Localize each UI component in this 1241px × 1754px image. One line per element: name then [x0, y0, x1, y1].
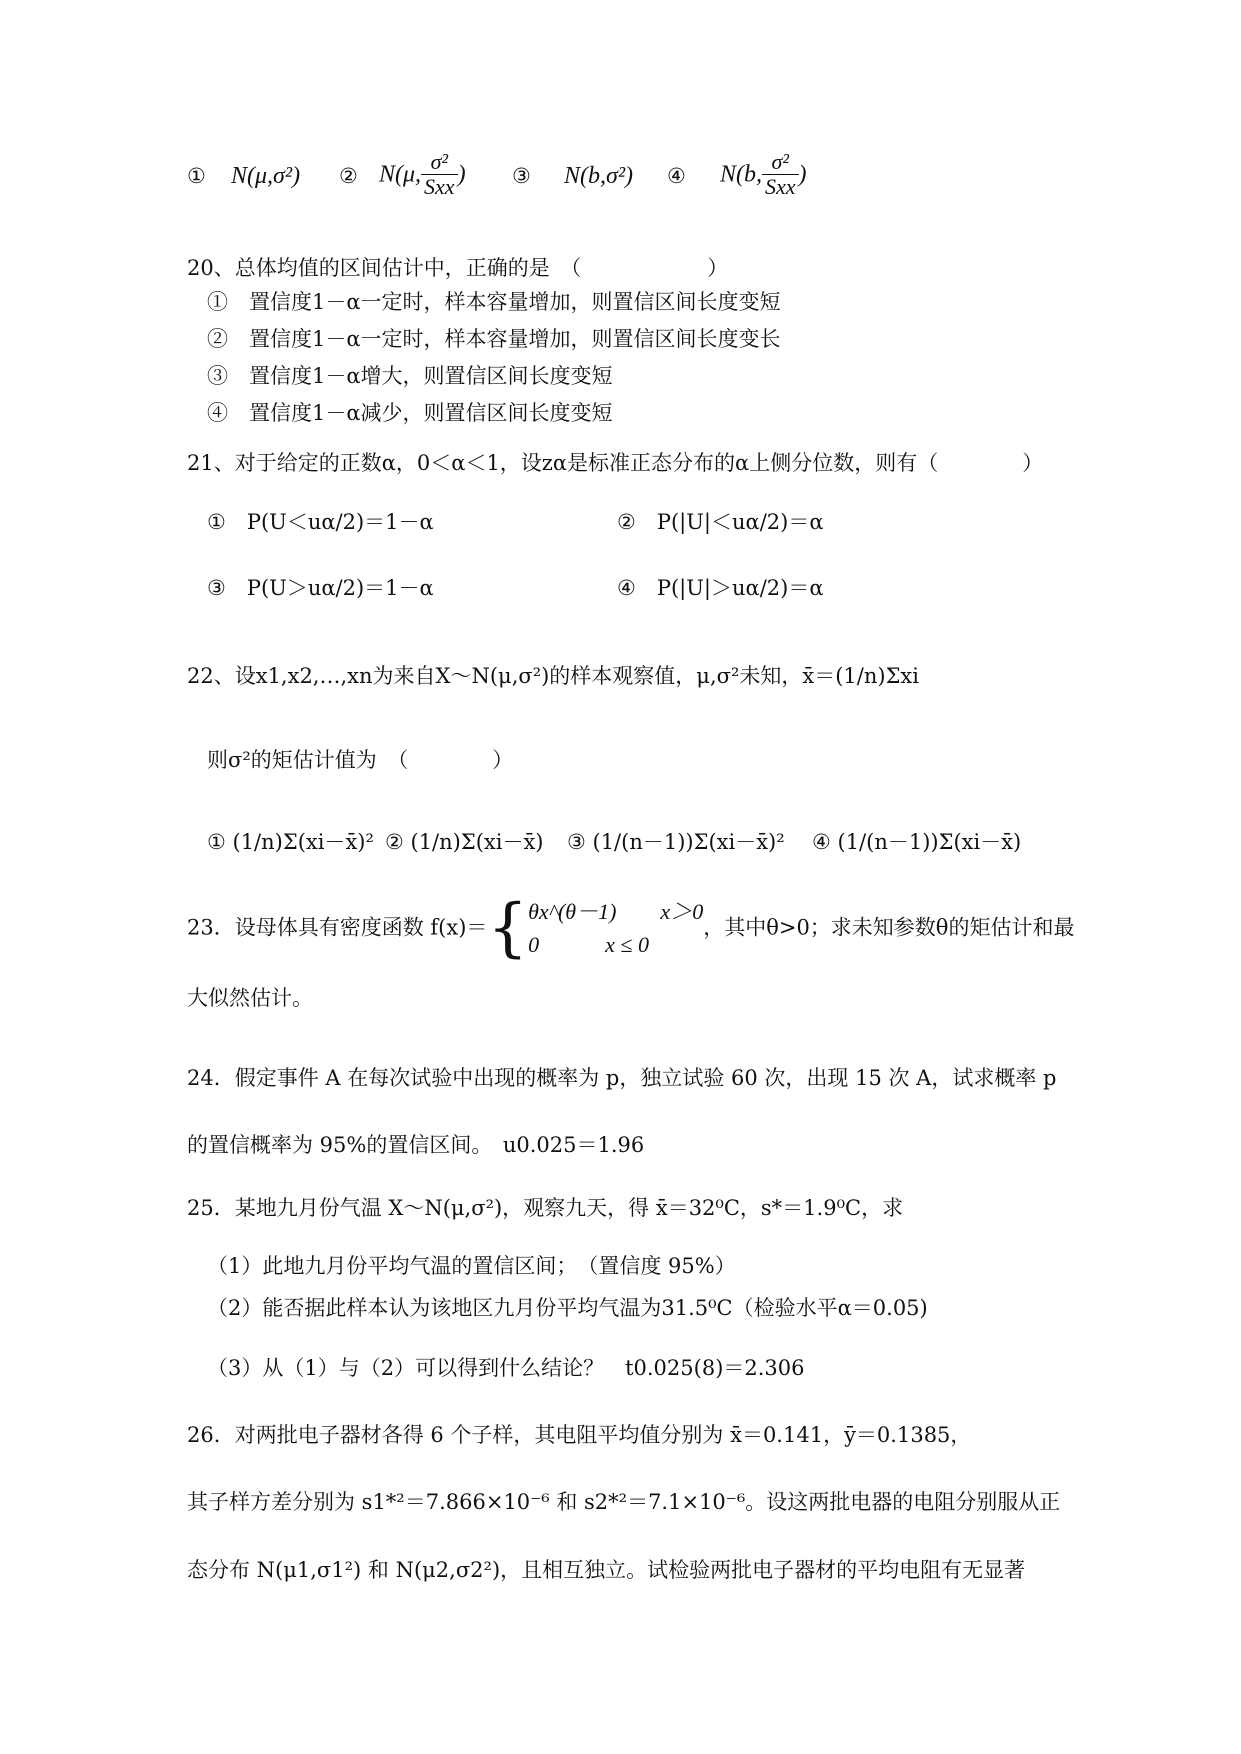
q20-option-4: ④ 置信度1－α减少，则置信区间长度变短	[207, 401, 613, 425]
q25-part1: （1）此地九月份平均气温的置信区间； （置信度 95%）	[207, 1254, 736, 1278]
q22-stem: 22、设x1,x2,…,xn为来自X～N(μ,σ²)的样本观察值，μ,σ²未知，x̄＝(1/n)Σxi	[187, 664, 919, 688]
q25-part2: （2）能否据此样本认为该地区九月份平均气温为31.5⁰C（检验水平α＝0.05)	[207, 1296, 928, 1320]
q20-option-2: ② 置信度1－α一定时，样本容量增加，则置信区间长度变长	[207, 327, 781, 351]
q22-option-3: ③ (1/(n－1))Σ(xi－x̄)²	[567, 830, 785, 854]
q19-option-2-expr: N(μ, $\frac{\text{σ²}}{\text{Sxx}}$ )	[379, 149, 466, 200]
q22-option-4: ④ (1/(n－1))Σ(xi－x̄)	[812, 830, 1022, 854]
q20-option-1: ① 置信度1－α一定时，样本容量增加，则置信区间长度变短	[207, 290, 781, 314]
q22-option-1: ① (1/n)Σ(xi－x̄)²	[207, 830, 374, 854]
q25-part3: （3）从（1）与（2）可以得到什么结论？ t0.025(8)＝2.306	[207, 1356, 805, 1380]
q23-post: ，其中θ>0；求未知参数θ的矩估计和最	[703, 915, 1075, 940]
q19-option-1-marker: ①	[187, 164, 206, 188]
q23-line1	[187, 891, 1075, 975]
q20-option-3: ③ 置信度1－α增大，则置信区间长度变短	[207, 364, 613, 388]
q20-stem: 20、总体均值的区间估计中，正确的是 （ ）	[187, 256, 729, 280]
q19-option-3-marker: ③	[512, 164, 531, 188]
q19-option-2-marker: ②	[339, 164, 358, 188]
q24-line1: 24．假定事件 A 在每次试验中出现的概率为 p，独立试验 60 次，出现 15 次 A，试求概率 p	[187, 1066, 1057, 1090]
q22-option-2: ② (1/n)Σ(xi－x̄)	[385, 830, 544, 854]
q22-line2: 则σ²的矩估计值为 （ ）	[207, 748, 514, 772]
q19-option-1-expr: N(μ,σ²)	[231, 163, 301, 189]
q23-cases	[528, 895, 703, 961]
q25-line1: 25．某地九月份气温 X～N(μ,σ²)，观察九天，得 x̄＝32⁰C，s*＝1.9⁰C，求	[187, 1196, 904, 1220]
q23-line2: 大似然估计。	[187, 986, 313, 1010]
q26-line1: 26．对两批电子器材各得 6 个子样，其电阻平均值分别为 x̄＝0.141，ȳ＝0.1385，	[187, 1423, 972, 1447]
q23-pre: 23．设母体具有密度函数 f(x)＝	[187, 915, 488, 940]
q23-case-2: 0 x ≤ 0	[528, 932, 649, 957]
q23-case-1: θx^(θ－1) x＞0	[528, 899, 704, 924]
q26-line2: 其子样方差分别为 s1*²＝7.866×10⁻⁶ 和 s2*²＝7.1×10⁻⁶。设这两批电器的电阻分别服从正	[187, 1490, 1061, 1514]
q26-line3: 态分布 N(μ1,σ1²) 和 N(μ2,σ2²)，且相互独立。试检验两批电子器材的平均电阻有无显著	[187, 1558, 1026, 1582]
q21-stem: 21、对于给定的正数α，0＜α＜1，设zα是标准正态分布的α上侧分位数，则有（ ）	[187, 451, 1044, 475]
q23-brace: {	[487, 891, 529, 965]
q19-option-4-marker: ④	[667, 164, 686, 188]
q21-option-3: ③ P(U＞uα/2)＝1－α	[207, 576, 434, 600]
q21-option-4: ④ P(|U|＞uα/2)＝α	[617, 576, 824, 600]
q21-option-1: ① P(U＜uα/2)＝1－α	[207, 510, 434, 534]
q19-option-3-expr: N(b,σ²)	[564, 163, 634, 189]
q21-option-2: ② P(|U|＜uα/2)＝α	[617, 510, 824, 534]
q24-line2: 的置信概率为 95%的置信区间。 u0.025＝1.96	[187, 1133, 645, 1157]
q19-option-4-expr: N(b, $\frac{\text{σ²}}{\text{Sxx}}$ )	[720, 149, 807, 200]
